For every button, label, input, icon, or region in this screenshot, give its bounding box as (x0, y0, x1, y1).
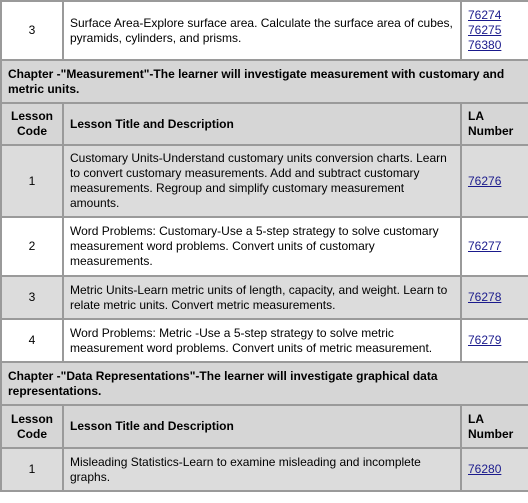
column-header-la-number: LA Number (461, 405, 528, 448)
la-number-link[interactable]: 76278 (468, 290, 502, 304)
table-row (1, 276, 528, 319)
column-header-lesson-title: Lesson Title and Description (63, 103, 461, 145)
la-number-cell (461, 276, 528, 319)
la-number-link[interactable]: 76275 (468, 23, 502, 37)
column-header-lesson-title: Lesson Title and Description (63, 405, 461, 448)
table-row (1, 1, 528, 60)
table-row (1, 448, 528, 491)
lesson-code: 3 (1, 1, 63, 60)
lesson-description: Metric Units-Learn metric units of length, capacity, and weight. Learn to relate metric units. Convert metric measurements. (63, 276, 461, 319)
la-number-link[interactable]: 76274 (468, 8, 502, 22)
chapter-heading-row (1, 362, 528, 405)
lesson-description: Surface Area-Explore surface area. Calculate the surface area of cubes, pyramids, cylinders, and prisms. (63, 1, 461, 60)
lesson-description: Customary Units-Understand customary units conversion charts. Learn to convert customary measurements. Add and subtract customary measurements. Regroup and simplify customary measurement amounts. (63, 145, 461, 217)
chapter-heading: Chapter -"Measurement"-The learner will investigate measurement with customary and metric units. (1, 60, 528, 103)
la-number-cell (461, 319, 528, 362)
la-number-link[interactable]: 76276 (468, 173, 502, 188)
table-row (1, 217, 528, 276)
lesson-code: 1 (1, 145, 63, 217)
lesson-code: 4 (1, 319, 63, 362)
column-header-lesson-code: Lesson Code (1, 103, 63, 145)
table-row (1, 319, 528, 362)
la-number-cell (461, 145, 528, 217)
chapter-heading: Chapter -"Data Representations"-The learner will investigate graphical data representations. (1, 362, 528, 405)
lesson-description: Misleading Statistics-Learn to examine misleading and incomplete graphs. (63, 448, 461, 491)
table-header-row (1, 103, 528, 145)
la-number-link[interactable]: 76279 (468, 333, 502, 347)
lesson-code: 1 (1, 448, 63, 491)
lesson-code: 2 (1, 217, 63, 276)
la-number-cell (461, 448, 528, 491)
lesson-code: 3 (1, 276, 63, 319)
lesson-description: Word Problems: Customary-Use a 5-step strategy to solve customary measurement word problems. Convert units of customary measurements. (63, 217, 461, 276)
column-header-lesson-code: Lesson Code (1, 405, 63, 448)
la-number-link[interactable]: 76277 (468, 239, 502, 253)
la-number-link[interactable]: 76280 (468, 462, 502, 476)
lesson-description: Word Problems: Metric -Use a 5-step strategy to solve metric measurement word problems. Convert units of metric measurement. (63, 319, 461, 362)
la-number-link[interactable]: 76380 (468, 38, 502, 52)
column-header-la-number: LA Number (461, 103, 528, 145)
table-row (1, 145, 528, 217)
la-number-cell (461, 217, 528, 276)
table-header-row (1, 405, 528, 448)
la-number-cell (461, 1, 528, 60)
chapter-heading-row (1, 60, 528, 103)
